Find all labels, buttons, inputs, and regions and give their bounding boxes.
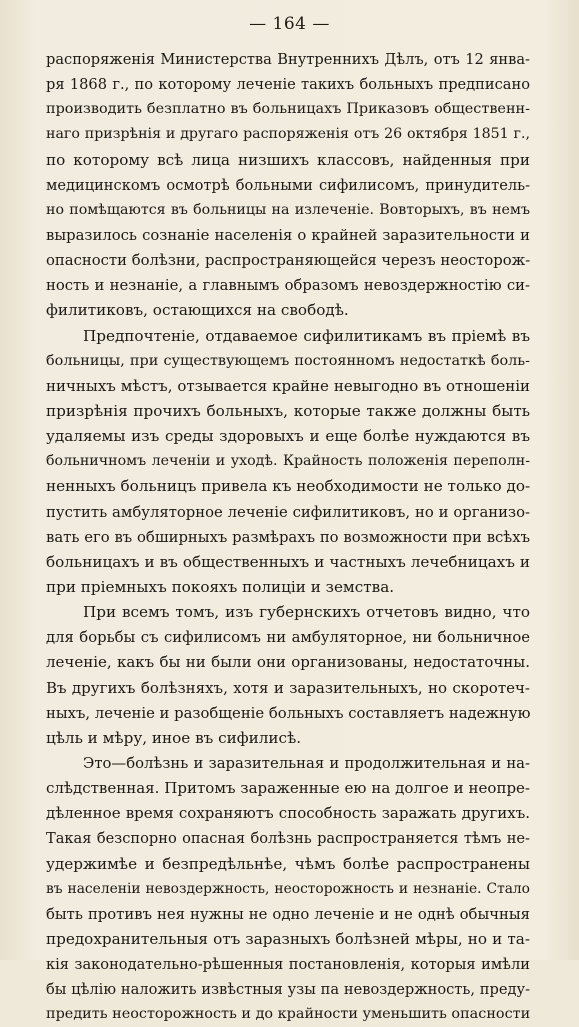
text-line: при пріемныхъ покояхъ полиціи и земства. (46, 577, 395, 596)
text-line: быть противъ нея нужны не одно леченіе и не однѣ обычныя (46, 905, 530, 923)
text-line: пустить амбуляторное леченіе сифилитиковъ, но и организо- (46, 503, 530, 521)
text-line: ря 1868 г., по которому леченіе такихъ больныхъ предписано (46, 76, 530, 94)
text-line: но помѣщаются въ больницы на излеченіе. Вовторыхъ, въ немъ (46, 201, 530, 218)
text-line: кія законодательно-рѣшенныя постановленія, которыя имѣли (46, 956, 530, 974)
body-text (46, 47, 530, 1027)
text-line: производить безплатно въ больницахъ Приказовъ общественн- (46, 101, 530, 118)
text-line: При всемъ томъ, изъ губернскихъ отчетовъ видно, что (83, 603, 530, 622)
text-line: по которому всѣ лица низшихъ классовъ, найденныя при (46, 150, 530, 169)
text-line: Предпочтеніе, отдаваемое сифилитикамъ въ пріемѣ въ (83, 326, 530, 345)
text-line: распоряженія Министерства Внутреннихъ Дѣлъ, отъ 12 янва- (46, 51, 530, 68)
text-line: ныхъ, леченіе и разобщеніе больныхъ составляетъ надежную (46, 704, 530, 722)
text-line: удаляемы изъ среды здоровыхъ и еще болѣе нуждаются въ (46, 427, 530, 446)
text-line: Это—болѣзнь и заразительная и продолжительная и на- (83, 754, 530, 772)
text-line: филитиковъ, остающихся на свободѣ. (46, 301, 349, 320)
text-line: медицинскомъ осмотрѣ больными сифилисомъ, принудитель- (46, 176, 530, 194)
text-line: Такая безспорно опасная болѣзнь распространяется тѣмъ не- (46, 830, 530, 848)
text-line: въ населеніи невоздержность, неосторожность и незнаніе. Стало (46, 880, 530, 897)
text-line: ность и незнаніе, а главнымъ образомъ невоздержностію си- (46, 277, 530, 295)
text-line: больничномъ леченіи и уходѣ. Крайность положенія переполн- (46, 453, 530, 470)
text-line: дѣленное время сохраняютъ способность заражать другихъ. (46, 804, 530, 823)
text-line: ненныхъ больницъ привела къ необходимости не только до- (46, 477, 530, 496)
text-line: удержимѣе и безпредѣльнѣе, чѣмъ болѣе распространены (46, 854, 530, 873)
text-line: леченіе, какъ бы ни были они организованы, недостаточны. (46, 653, 530, 672)
text-line: выразилось сознаніе населенія о крайней заразительности и (46, 226, 530, 244)
text-line: предить неосторожность и до крайности уменьшить опасности (46, 1006, 530, 1023)
text-line: больницы, при существующемъ постоянномъ недостаткѣ боль- (46, 352, 530, 369)
text-line: для борьбы съ сифилисомъ ни амбуляторное, ни больничное (46, 629, 530, 647)
text-line: слѣдственная. Притомъ зараженные ею на долгое и неопре- (46, 779, 530, 798)
text-line: ничныхъ мѣстъ, отзывается крайне невыгодно въ отношеніи (46, 376, 530, 395)
page-number: — 164 — (249, 14, 330, 34)
text-line: вать его въ обширныхъ размѣрахъ по возможности при всѣхъ (46, 528, 530, 546)
text-line: опасности болѣзни, распространяющейся черезъ неосторож- (46, 252, 530, 270)
text-line: бы цѣлію наложить извѣстныя узы па невоздержность, преду- (46, 981, 530, 999)
text-line: призрѣнія прочихъ больныхъ, которые также должны быть (46, 401, 530, 420)
text-line: наго призрѣнія и другаго распоряженія отъ 26 октября 1851 г., (46, 126, 530, 143)
text-line: больницахъ и въ общественныхъ и частныхъ лечебницахъ и (46, 552, 530, 571)
text-line: предохранительныя отъ заразныхъ болѣзней мѣры, но и та- (46, 929, 530, 948)
text-line: цѣль и мѣру, иное въ сифилисѣ. (46, 728, 302, 747)
text-line: Въ другихъ болѣзняхъ, хотя и заразительныхъ, но скоротеч- (46, 678, 530, 697)
